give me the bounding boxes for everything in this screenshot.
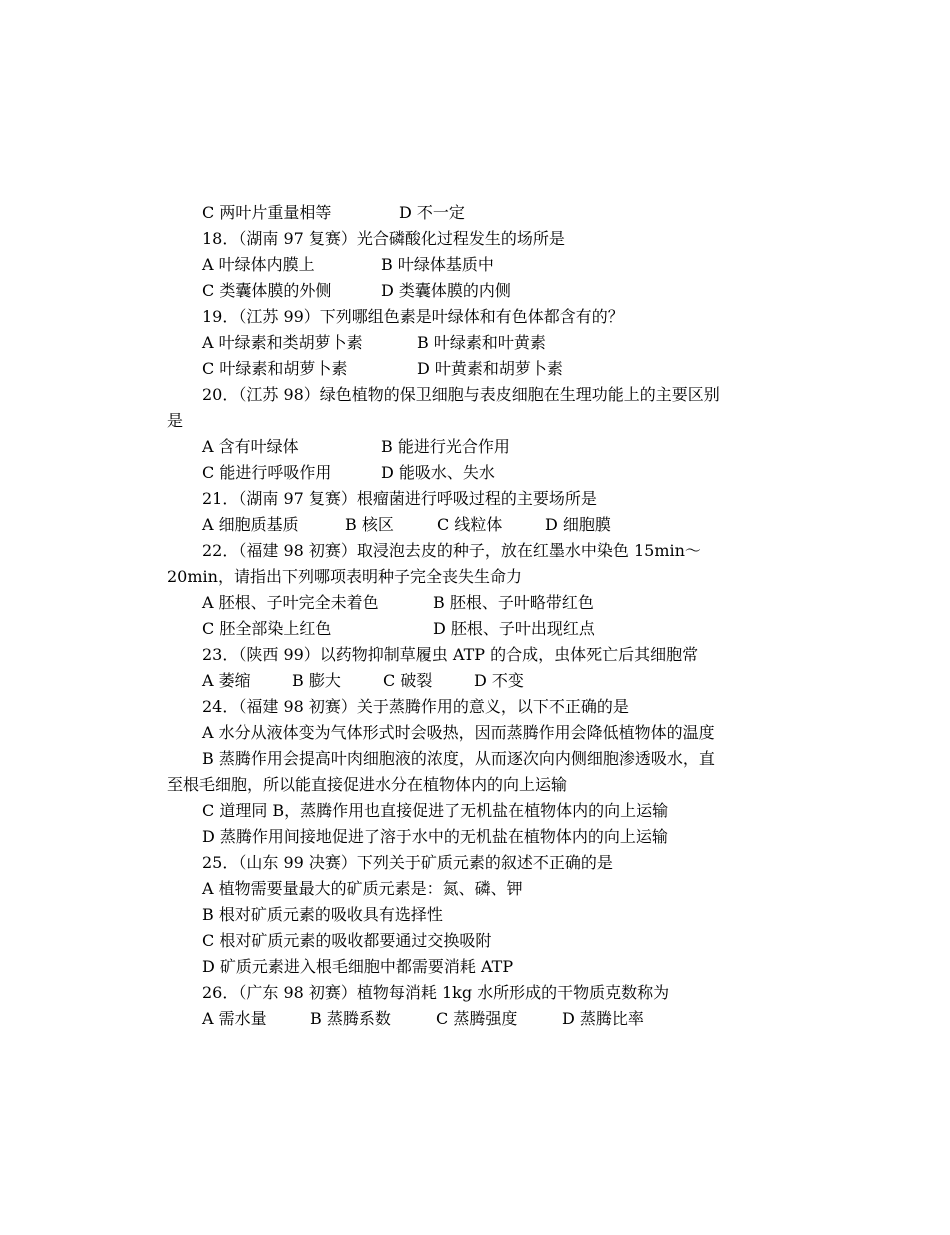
text-line [0,954,950,980]
text-line [0,694,950,720]
line-text: C 道理同 B，蒸腾作用也直接促进了无机盐在植物体内的向上运输 [202,801,669,820]
text-line [0,980,950,1006]
text-line [0,642,950,668]
text-line [0,226,950,252]
line-text: 20．（江苏 98）绿色植物的保卫细胞与表皮细胞在生理功能上的主要区别 [202,385,720,404]
option-text: A 萎缩 [202,671,251,690]
line-text: B 蒸腾作用会提高叶肉细胞液的浓度，从而逐次向内侧细胞渗透吸水，直 [202,749,715,768]
text-line [0,720,950,746]
text-line [0,278,950,304]
text-line [0,252,950,278]
option-text: D 不一定 [399,203,465,222]
option-text: C 两叶片重量相等 [202,203,332,222]
text-line [0,876,950,902]
option-text: A 叶绿素和类胡萝卜素 [202,333,363,352]
option-text: C 能进行呼吸作用 [202,463,332,482]
option-text: C 类囊体膜的外侧 [202,281,332,300]
text-line [0,590,950,616]
option-text: A 胚根、子叶完全未着色 [202,593,379,612]
text-line [0,564,950,590]
option-text: C 叶绿素和胡萝卜素 [202,359,348,378]
line-text: 22．（福建 98 初赛）取浸泡去皮的种子，放在红墨水中染色 15min～ [202,541,701,560]
text-line [0,798,950,824]
text-line [0,408,950,434]
text-line [0,200,950,226]
option-text: B 叶绿素和叶黄素 [417,333,546,352]
option-text: A 叶绿体内膜上 [202,255,315,274]
option-text: A 需水量 [202,1009,267,1028]
option-text: B 叶绿体基质中 [381,255,494,274]
line-text: 26．（广东 98 初赛）植物每消耗 1kg 水所形成的干物质克数称为 [202,983,670,1002]
text-line [0,486,950,512]
line-text: 18．（湖南 97 复赛）光合磷酸化过程发生的场所是 [202,229,565,248]
option-text: D 叶黄素和胡萝卜素 [417,359,563,378]
line-text: C 根对矿质元素的吸收都要通过交换吸附 [202,931,492,950]
line-text: A 植物需要量最大的矿质元素是：氮、磷、钾 [202,879,523,898]
text-line [0,772,950,798]
line-text: B 根对矿质元素的吸收具有选择性 [202,905,443,924]
line-text: 是 [167,411,184,430]
line-text: D 矿质元素进入根毛细胞中都需要消耗 ATP [202,957,514,976]
option-text: D 类囊体膜的内侧 [381,281,511,300]
option-text: D 能吸水、失水 [381,463,495,482]
line-text: D 蒸腾作用间接地促进了溶于水中的无机盐在植物体内的向上运输 [202,827,668,846]
text-line [0,356,950,382]
text-line [0,382,950,408]
text-line [0,1006,950,1032]
option-text: C 破裂 [383,671,433,690]
text-line [0,824,950,850]
line-text: 24．（福建 98 初赛）关于蒸腾作用的意义，以下不正确的是 [202,697,629,716]
text-line [0,850,950,876]
option-text: B 蒸腾系数 [310,1009,391,1028]
option-text: D 胚根、子叶出现红点 [433,619,595,638]
option-text: A 含有叶绿体 [202,437,299,456]
text-line [0,460,950,486]
option-text: B 能进行光合作用 [381,437,510,456]
option-text: C 胚全部染上红色 [202,619,332,638]
text-line [0,512,950,538]
line-text: 23．（陕西 99）以药物抑制草履虫 ATP 的合成，虫体死亡后其细胞常 [202,645,699,664]
option-text: B 膨大 [292,671,341,690]
option-text: C 线粒体 [437,515,503,534]
option-text: D 不变 [474,671,524,690]
option-text: D 细胞膜 [545,515,611,534]
line-text: 20min，请指出下列哪项表明种子完全丧失生命力 [167,567,522,586]
text-line [0,616,950,642]
text-line [0,668,950,694]
option-text: A 细胞质基质 [202,515,299,534]
option-text: B 核区 [345,515,394,534]
text-line [0,928,950,954]
text-line [0,538,950,564]
line-text: 19．（江苏 99）下列哪组色素是叶绿体和有色体都含有的？ [202,307,624,326]
text-line [0,330,950,356]
option-text: B 胚根、子叶略带红色 [433,593,594,612]
line-text: 25．（山东 99 决赛）下列关于矿质元素的叙述不正确的是 [202,853,613,872]
line-text: A 水分从液体变为气体形式时会吸热，因而蒸腾作用会降低植物体的温度 [202,723,715,742]
option-text: C 蒸腾强度 [436,1009,518,1028]
text-line [0,746,950,772]
text-line [0,902,950,928]
line-text: 至根毛细胞，所以能直接促进水分在植物体内的向上运输 [167,775,568,794]
text-line [0,304,950,330]
option-text: D 蒸腾比率 [562,1009,644,1028]
text-line [0,434,950,460]
line-text: 21．（湖南 97 复赛）根瘤菌进行呼吸过程的主要场所是 [202,489,597,508]
